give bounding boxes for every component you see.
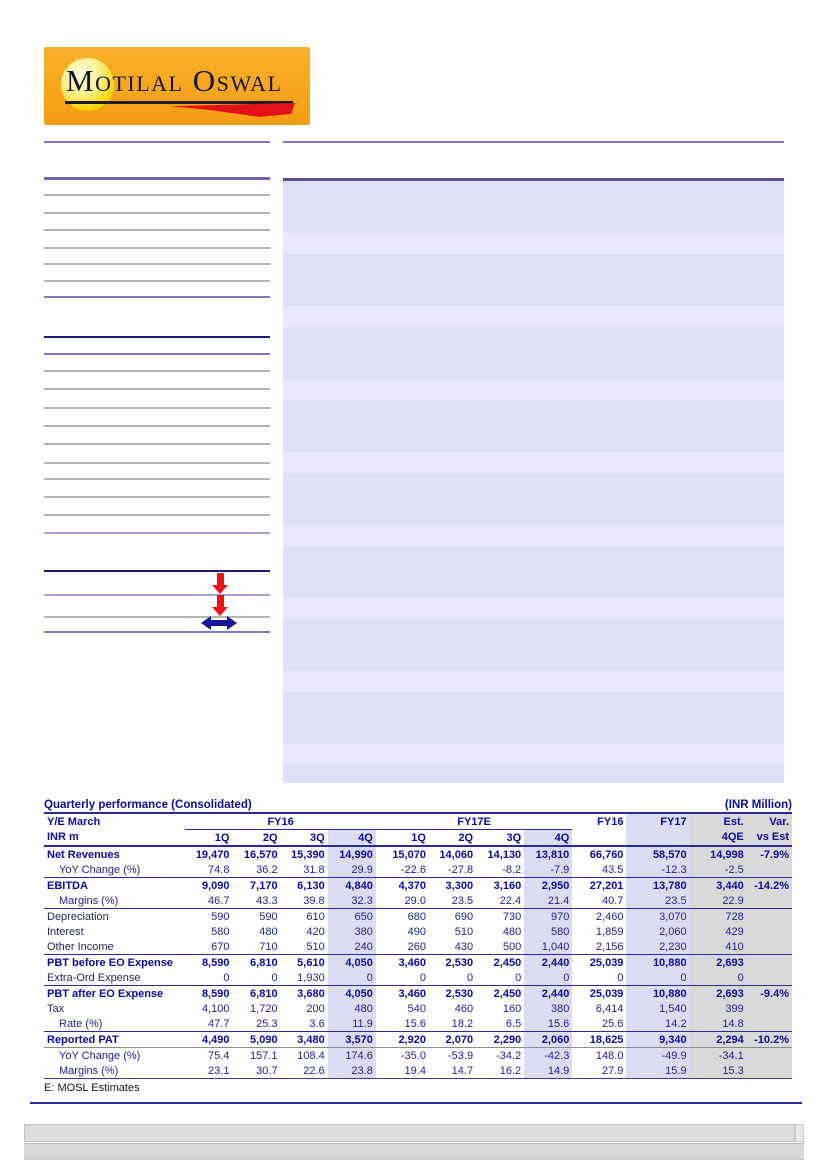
table-cell: 2,450 — [493, 956, 522, 969]
table-cell: 29.9 — [328, 862, 376, 878]
table-cell: 0 — [524, 970, 572, 986]
table-title-bar — [44, 799, 792, 814]
table-cell: 260 — [376, 939, 429, 955]
table-cell: 9,340 — [626, 1032, 689, 1048]
footer-rule-line — [30, 1102, 802, 1104]
row-label: Tax — [47, 1002, 65, 1015]
row-label: Reported PAT — [44, 1032, 185, 1048]
rule-line — [44, 353, 270, 355]
red-down-arrow-icon — [212, 573, 229, 594]
table-cell: 1,040 — [524, 939, 572, 955]
table-cell: 157.1 — [250, 1049, 278, 1062]
table-cell: 6,414 — [595, 1002, 624, 1015]
table-cell: 3,300 — [445, 879, 474, 892]
table-cell: 10,880 — [626, 986, 689, 1002]
table-cell — [747, 1063, 792, 1079]
table-row — [44, 1048, 792, 1064]
table-row — [44, 878, 792, 894]
table-cell: 510 — [454, 925, 474, 938]
table-cell: 22.4 — [476, 893, 524, 909]
red-down-arrow-icon — [212, 595, 229, 616]
table-header-row-quarters — [44, 830, 792, 847]
table-cell: 14.2 — [626, 1016, 689, 1032]
table-cell: 18,625 — [572, 1032, 626, 1048]
table-row — [44, 1032, 792, 1048]
row-label: Rate (%) — [44, 1016, 185, 1032]
table-cell: 680 — [407, 910, 426, 923]
table-row — [44, 986, 792, 1002]
table-cell: 22.6 — [281, 1063, 328, 1079]
column-header — [626, 830, 689, 847]
column-group-header: FY17E — [376, 814, 572, 830]
table-cell: 14.7 — [429, 1063, 476, 1079]
table-cell: 6,810 — [250, 956, 278, 969]
column-header: 2Q — [232, 830, 280, 847]
table-cell: 4,370 — [398, 879, 426, 892]
table-cell: 32.3 — [328, 893, 376, 909]
table-row — [44, 1063, 792, 1079]
table-cell: 730 — [502, 910, 522, 923]
table-cell: 2,693 — [690, 986, 747, 1002]
table-cell: 1,930 — [281, 970, 328, 986]
rule-line — [44, 141, 270, 143]
table-cell: -22.6 — [376, 862, 429, 878]
table-row — [44, 1001, 792, 1016]
footer-bar — [24, 1143, 804, 1160]
table-cell: 3,680 — [297, 987, 325, 1000]
row-label: Net Revenues — [47, 848, 120, 861]
table-cell: 3,160 — [493, 879, 522, 892]
logo-brand-text: Motilal Oswal — [66, 63, 283, 98]
table-cell: -35.0 — [400, 1049, 426, 1062]
footer-bar-notch — [795, 1124, 804, 1142]
table-cell: 0 — [476, 970, 524, 986]
table-cell: 380 — [524, 1001, 572, 1016]
table-cell: 590 — [211, 910, 230, 923]
table-cell: 420 — [306, 925, 325, 938]
rule-line — [44, 425, 270, 427]
table-row — [44, 939, 792, 955]
table-cell: 510 — [281, 939, 328, 955]
table-cell: 30.7 — [232, 1063, 280, 1079]
table-cell: 23.8 — [328, 1063, 376, 1079]
table-cell: 610 — [306, 910, 325, 923]
row-label: Depreciation — [47, 910, 109, 923]
table-cell: 2,156 — [572, 939, 626, 955]
table-cell — [747, 1016, 792, 1032]
row-label: Other Income — [44, 939, 185, 955]
table-cell: 2,290 — [476, 1032, 524, 1048]
table-cell: 2,070 — [429, 1032, 476, 1048]
column-header: 1Q — [376, 830, 429, 847]
row-label: YoY Change (%) — [59, 1049, 141, 1062]
table-cell: 4,100 — [201, 1002, 230, 1015]
row-label: Margins (%) — [44, 893, 185, 909]
table-cell: -53.9 — [448, 1049, 474, 1062]
table-cell: 15.3 — [690, 1063, 747, 1079]
column-header: FY16 — [597, 815, 624, 828]
column-header: vs Est — [747, 830, 792, 847]
table-cell: 1,720 — [250, 1002, 278, 1015]
table-cell — [747, 862, 792, 878]
table-cell: 580 — [524, 924, 572, 939]
table-cell: 429 — [690, 924, 747, 939]
table-cell: 66,760 — [589, 848, 624, 861]
table-cell: 4,490 — [185, 1032, 232, 1048]
rule-line — [44, 336, 270, 338]
table-cell — [747, 970, 792, 986]
table-cell — [747, 939, 792, 955]
table-cell: 43.5 — [572, 862, 626, 878]
table-cell: 0 — [232, 970, 280, 986]
rule-line — [44, 496, 270, 498]
table-cell: 39.8 — [281, 893, 328, 909]
table-cell: 29.0 — [376, 893, 429, 909]
table-cell: -34.1 — [690, 1048, 747, 1064]
rule-line — [44, 631, 270, 633]
table-cell: -2.5 — [690, 862, 747, 878]
table-cell — [747, 1001, 792, 1016]
table-row — [44, 893, 792, 909]
table-cell: 14,060 — [439, 848, 474, 861]
rule-line — [44, 229, 270, 231]
table-cell: 3,460 — [398, 987, 426, 1000]
table-cell: 21.4 — [524, 893, 572, 909]
table-header-row-groups — [44, 814, 792, 830]
blue-horizontal-double-arrow-icon — [201, 616, 237, 630]
table-cell: 19.4 — [376, 1063, 429, 1079]
table-cell: 0 — [626, 970, 689, 986]
table-cell: -7.9% — [747, 846, 792, 862]
table-cell: 590 — [259, 910, 278, 923]
rule-line — [44, 388, 270, 390]
table-cell: 480 — [328, 1001, 376, 1016]
table-title: Quarterly performance (Consolidated) — [44, 799, 252, 811]
table-cell: 2,440 — [524, 955, 572, 971]
table-cell: 25,039 — [589, 987, 624, 1000]
table-cell: 2,060 — [524, 1032, 572, 1048]
table-cell: 240 — [328, 939, 376, 955]
table-cell: -14.2% — [747, 878, 792, 894]
table-cell: 16.2 — [476, 1063, 524, 1079]
table-cell: 8,590 — [201, 987, 230, 1000]
table-cell: 14,990 — [328, 846, 376, 862]
table-cell: 15.6 — [524, 1016, 572, 1032]
row-label: EBITDA — [47, 879, 88, 892]
table-cell: -42.3 — [524, 1048, 572, 1064]
table-cell: 3,570 — [328, 1032, 376, 1048]
table-cell: 500 — [476, 939, 524, 955]
column-header — [572, 830, 626, 847]
row-label: Margins (%) — [44, 1063, 185, 1079]
table-cell: 0 — [185, 970, 232, 986]
table-cell: 3,440 — [690, 878, 747, 894]
table-cell: 2,294 — [690, 1032, 747, 1048]
table-cell — [747, 955, 792, 971]
table-cell: 728 — [690, 909, 747, 925]
table-cell: 174.6 — [328, 1048, 376, 1064]
table-cell: 6.5 — [476, 1016, 524, 1032]
table-cell: 9,090 — [201, 879, 230, 892]
rule-line — [44, 478, 270, 480]
table-cell: 710 — [232, 939, 280, 955]
table-cell: 40.7 — [572, 893, 626, 909]
table-footnote: E: MOSL Estimates — [44, 1082, 140, 1094]
table-cell: 2,450 — [493, 987, 522, 1000]
motilal-oswal-logo — [44, 47, 310, 125]
table-cell: 46.7 — [185, 893, 232, 909]
column-header: 4QE — [690, 830, 747, 847]
column-group-header: FY16 — [185, 814, 375, 830]
table-cell: 14,130 — [487, 848, 522, 861]
table-cell: 0 — [429, 970, 476, 986]
table-cell: 13,780 — [626, 878, 689, 894]
rule-line — [44, 407, 270, 409]
table-cell: -27.8 — [429, 862, 476, 878]
table-cell: 690 — [454, 910, 474, 923]
table-cell: 2,950 — [524, 878, 572, 894]
table-cell: 23.1 — [185, 1063, 232, 1079]
table-cell: 430 — [429, 939, 476, 955]
table-cell: 36.2 — [232, 862, 280, 878]
rule-line — [44, 462, 270, 464]
table-cell: 15,390 — [291, 848, 325, 861]
table-cell: 1,540 — [626, 1001, 689, 1016]
footer-bar — [24, 1124, 795, 1142]
table-cell: 23.5 — [429, 893, 476, 909]
table-cell: 14,998 — [690, 846, 747, 862]
table-cell: 3,070 — [626, 909, 689, 925]
table-row — [44, 970, 792, 986]
table-cell: 108.4 — [297, 1049, 325, 1062]
column-header: 2Q — [429, 830, 476, 847]
row-label: Extra-Ord Expense — [44, 970, 185, 986]
table-cell: 2,920 — [376, 1032, 429, 1048]
rule-line — [283, 141, 784, 143]
table-cell: 380 — [328, 924, 376, 939]
table-cell: -7.9 — [524, 862, 572, 878]
table-cell: 47.7 — [185, 1016, 232, 1032]
table-cell: 580 — [211, 925, 230, 938]
table-row — [44, 909, 792, 925]
rule-line — [44, 247, 270, 249]
table-cell: 480 — [259, 925, 278, 938]
column-header: 4Q — [524, 830, 572, 847]
table-cell: 3,480 — [281, 1032, 328, 1048]
table-unit-note: (INR Million) — [724, 799, 792, 811]
column-header: 3Q — [281, 830, 328, 847]
table-cell: 18.2 — [429, 1016, 476, 1032]
table-cell: 2,530 — [445, 987, 474, 1000]
rule-line — [44, 296, 270, 298]
rule-line — [44, 370, 270, 372]
column-header: Var. — [747, 814, 792, 830]
table-cell: -8.2 — [476, 862, 524, 878]
table-cell: 10,880 — [626, 955, 689, 971]
logo-red-swoosh-icon — [170, 103, 295, 117]
table-cell: 148.0 — [595, 1049, 624, 1062]
table-cell: 74.8 — [185, 862, 232, 878]
column-header: 1Q — [185, 830, 232, 847]
table-cell — [747, 1048, 792, 1064]
table-cell: 25.6 — [572, 1016, 626, 1032]
table-cell: 4,050 — [328, 955, 376, 971]
table-cell: 0 — [572, 970, 626, 986]
table-cell: 22.9 — [690, 893, 747, 909]
table-cell: 2,230 — [626, 939, 689, 955]
table-cell: 160 — [502, 1002, 522, 1015]
table-cell: 6,130 — [297, 879, 325, 892]
row-label: Interest — [47, 925, 84, 938]
table-cell: 2,693 — [690, 955, 747, 971]
table-cell: 13,810 — [524, 846, 572, 862]
rule-line — [44, 594, 270, 596]
table-cell: 1,859 — [595, 925, 624, 938]
table-cell: 14.8 — [690, 1016, 747, 1032]
table-cell: 3,460 — [398, 956, 426, 969]
rule-line — [44, 194, 270, 196]
rule-line — [44, 514, 270, 516]
rule-line — [44, 263, 270, 265]
table-cell: 2,440 — [524, 986, 572, 1002]
column-header: INR m — [44, 830, 185, 847]
table-cell: 27,201 — [589, 879, 624, 892]
table-row — [44, 862, 792, 878]
table-row — [44, 955, 792, 971]
table-cell: 15,070 — [392, 848, 426, 861]
table-cell: -49.9 — [626, 1048, 689, 1064]
table-cell: 480 — [502, 925, 522, 938]
table-cell — [747, 924, 792, 939]
row-label: PBT before EO Expense — [47, 956, 173, 969]
table-cell: 23.5 — [626, 893, 689, 909]
table-cell — [747, 909, 792, 925]
table-cell: 6,810 — [250, 987, 278, 1000]
row-label: PBT after EO Expense — [47, 987, 164, 1000]
rule-line — [44, 443, 270, 445]
table-cell: 0 — [690, 970, 747, 986]
table-cell: -9.4% — [747, 986, 792, 1002]
column-header: Y/E March — [47, 815, 101, 828]
logo-underline — [65, 101, 293, 104]
table-cell: 75.4 — [208, 1049, 230, 1062]
table-cell: 25,039 — [589, 956, 624, 969]
table-cell: 11.9 — [328, 1016, 376, 1032]
table-cell: 5,090 — [232, 1032, 280, 1048]
rule-line — [44, 570, 270, 572]
table-cell: 0 — [376, 970, 429, 986]
table-cell: 490 — [407, 925, 426, 938]
table-cell: 4,840 — [328, 878, 376, 894]
table-row — [44, 846, 792, 862]
table-cell: 410 — [690, 939, 747, 955]
table-cell: 15.6 — [376, 1016, 429, 1032]
column-header: 4Q — [328, 830, 376, 847]
table-cell: 16,570 — [243, 848, 278, 861]
table-cell: 43.3 — [232, 893, 280, 909]
column-header: FY17 — [626, 814, 689, 830]
table-cell: 0 — [328, 970, 376, 986]
table-cell: 7,170 — [250, 879, 278, 892]
quarterly-performance-section — [44, 799, 792, 1094]
table-cell: 27.9 — [572, 1063, 626, 1079]
table-cell: -10.2% — [747, 1032, 792, 1048]
table-cell: 3.6 — [281, 1016, 328, 1032]
table-row — [44, 1016, 792, 1032]
column-header: Est. — [690, 814, 747, 830]
table-cell: 31.8 — [281, 862, 328, 878]
table-cell: 8,590 — [201, 956, 230, 969]
table-cell: 4,050 — [328, 986, 376, 1002]
table-cell: 970 — [524, 909, 572, 925]
content-placeholder-box — [283, 178, 784, 783]
table-cell: 2,530 — [445, 956, 474, 969]
rule-line — [44, 177, 270, 180]
rule-line — [44, 532, 270, 534]
table-cell: -34.2 — [496, 1049, 522, 1062]
rule-line — [44, 280, 270, 282]
quarterly-performance-table — [44, 814, 792, 1079]
table-row — [44, 924, 792, 939]
table-cell: 14.9 — [524, 1063, 572, 1079]
table-cell: 670 — [185, 939, 232, 955]
table-cell: 399 — [690, 1001, 747, 1016]
rule-line — [44, 212, 270, 214]
table-cell: 540 — [407, 1002, 426, 1015]
table-cell: 15.9 — [626, 1063, 689, 1079]
table-cell: 460 — [454, 1002, 474, 1015]
table-cell: 5,610 — [297, 956, 325, 969]
table-cell: 25.3 — [232, 1016, 280, 1032]
table-cell: 58,570 — [626, 846, 689, 862]
table-cell: 19,470 — [195, 848, 230, 861]
row-label: YoY Change (%) — [44, 862, 185, 878]
table-cell: 200 — [306, 1002, 325, 1015]
table-cell: 2,060 — [626, 924, 689, 939]
column-header: 3Q — [476, 830, 524, 847]
table-cell — [747, 893, 792, 909]
table-cell: 2,460 — [595, 910, 624, 923]
table-cell: 650 — [328, 909, 376, 925]
table-cell: -12.3 — [626, 862, 689, 878]
